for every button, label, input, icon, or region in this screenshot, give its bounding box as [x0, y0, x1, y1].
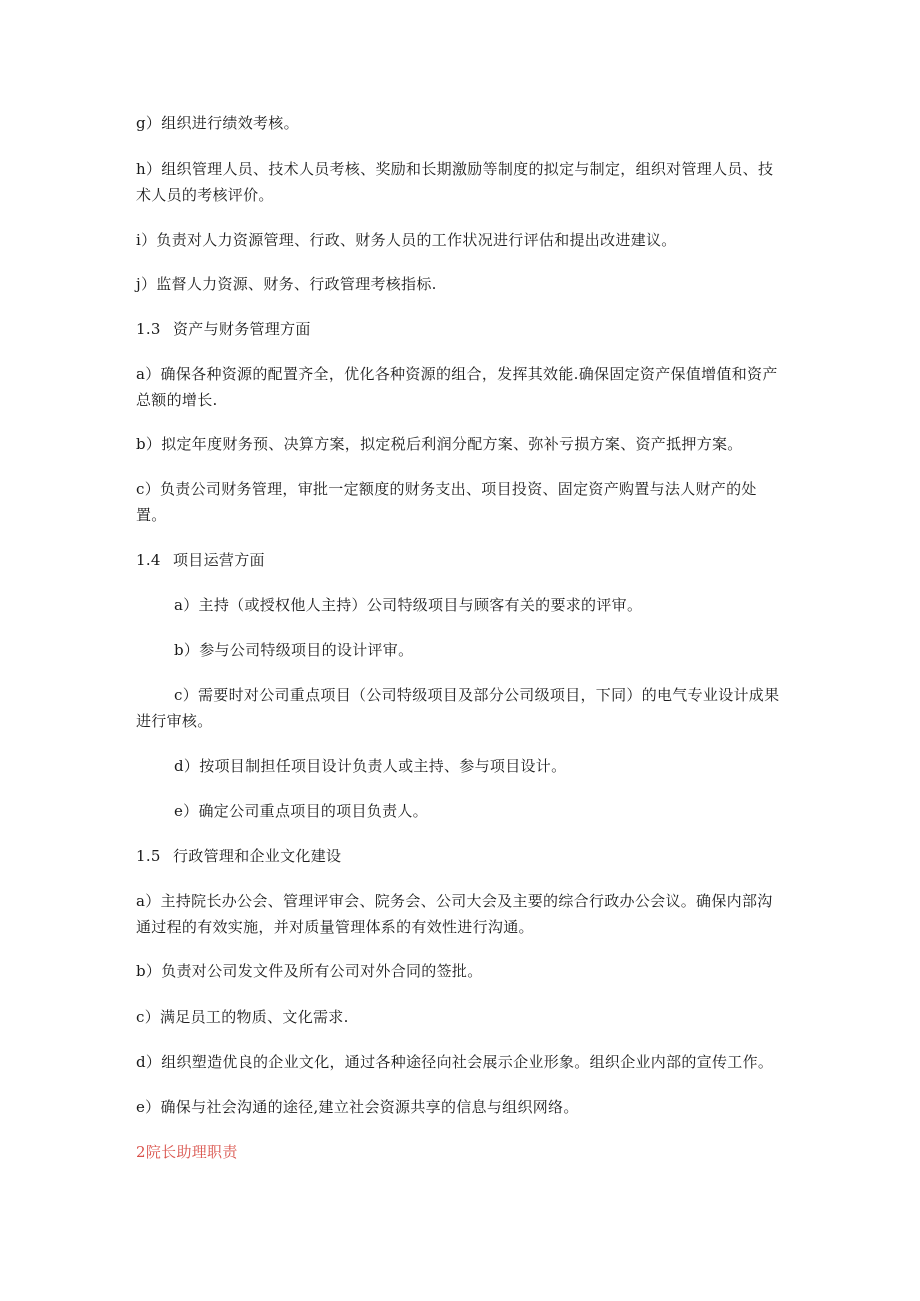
- s14-item-e: e）确定公司重点项目的项目负责人。: [174, 802, 428, 820]
- section-1-3-heading: [136, 316, 784, 342]
- section-number: 1.3: [136, 320, 161, 338]
- s14-item-d: d）按项目制担任项目设计负责人或主持、参与项目设计。: [174, 757, 567, 775]
- s15-item-a: a）主持院长办公会、管理评审会、院务会、公司大会及主要的综合行政办公会议。确保内部沟通过程的有效实施，并对质量管理体系的有效性进行沟通。: [136, 892, 773, 936]
- s15-item-d: d）组织塑造优良的企业文化，通过各种途径向社会展示企业形象。组织企业内部的宣传工作。: [136, 1053, 774, 1071]
- item-g: g）组织进行绩效考核。: [136, 114, 299, 132]
- item-i: i）负责对人力资源管理、行政、财务人员的工作状况进行评估和提出改进建议。: [136, 231, 677, 249]
- s14-item-a: a）主持（或授权他人主持）公司特级项目与顾客有关的要求的评审。: [174, 596, 643, 614]
- section-title: 行政管理和企业文化建设: [173, 847, 342, 865]
- section-number: 1.4: [136, 551, 161, 569]
- s15-item-e: e）确保与社会沟通的途径,建立社会资源共享的信息与组织网络。: [136, 1098, 579, 1116]
- s14-item-b: b）参与公司特级项目的设计评审。: [174, 641, 414, 659]
- s14-item-c: c）需要时对公司重点项目（公司特级项目及部分公司级项目，下同）的电气专业设计成果进行审核。: [136, 686, 780, 730]
- section-1-4-heading: [136, 547, 784, 573]
- section-number: 1.5: [136, 847, 161, 865]
- s15-item-c: c）满足员工的物质、文化需求.: [136, 1008, 349, 1026]
- s13-item-c: c）负责公司财务管理，审批一定额度的财务支出、项目投资、固定资产购置与法人财产的处置。: [136, 480, 757, 524]
- section-title: 资产与财务管理方面: [173, 320, 311, 338]
- s15-item-b: b）负责对公司发文件及所有公司对外合同的签批。: [136, 962, 483, 980]
- section-1-5-heading: [136, 843, 784, 869]
- s13-item-b: b）拟定年度财务预、决算方案，拟定税后利润分配方案、弥补亏损方案、资产抵押方案。: [136, 435, 743, 453]
- s13-item-a: a）确保各种资源的配置齐全，优化各种资源的组合，发挥其效能.确保固定资产保值增值和资产总额的增长.: [136, 365, 778, 409]
- item-j: j）监督人力资源、财务、行政管理考核指标.: [136, 275, 437, 293]
- item-h: h）组织管理人员、技术人员考核、奖励和长期激励等制度的拟定与制定，组织对管理人员、技术人员的考核评价。: [136, 160, 774, 204]
- section-2-heading: 2院长助理职责: [136, 1143, 238, 1161]
- section-title: 项目运营方面: [173, 551, 265, 569]
